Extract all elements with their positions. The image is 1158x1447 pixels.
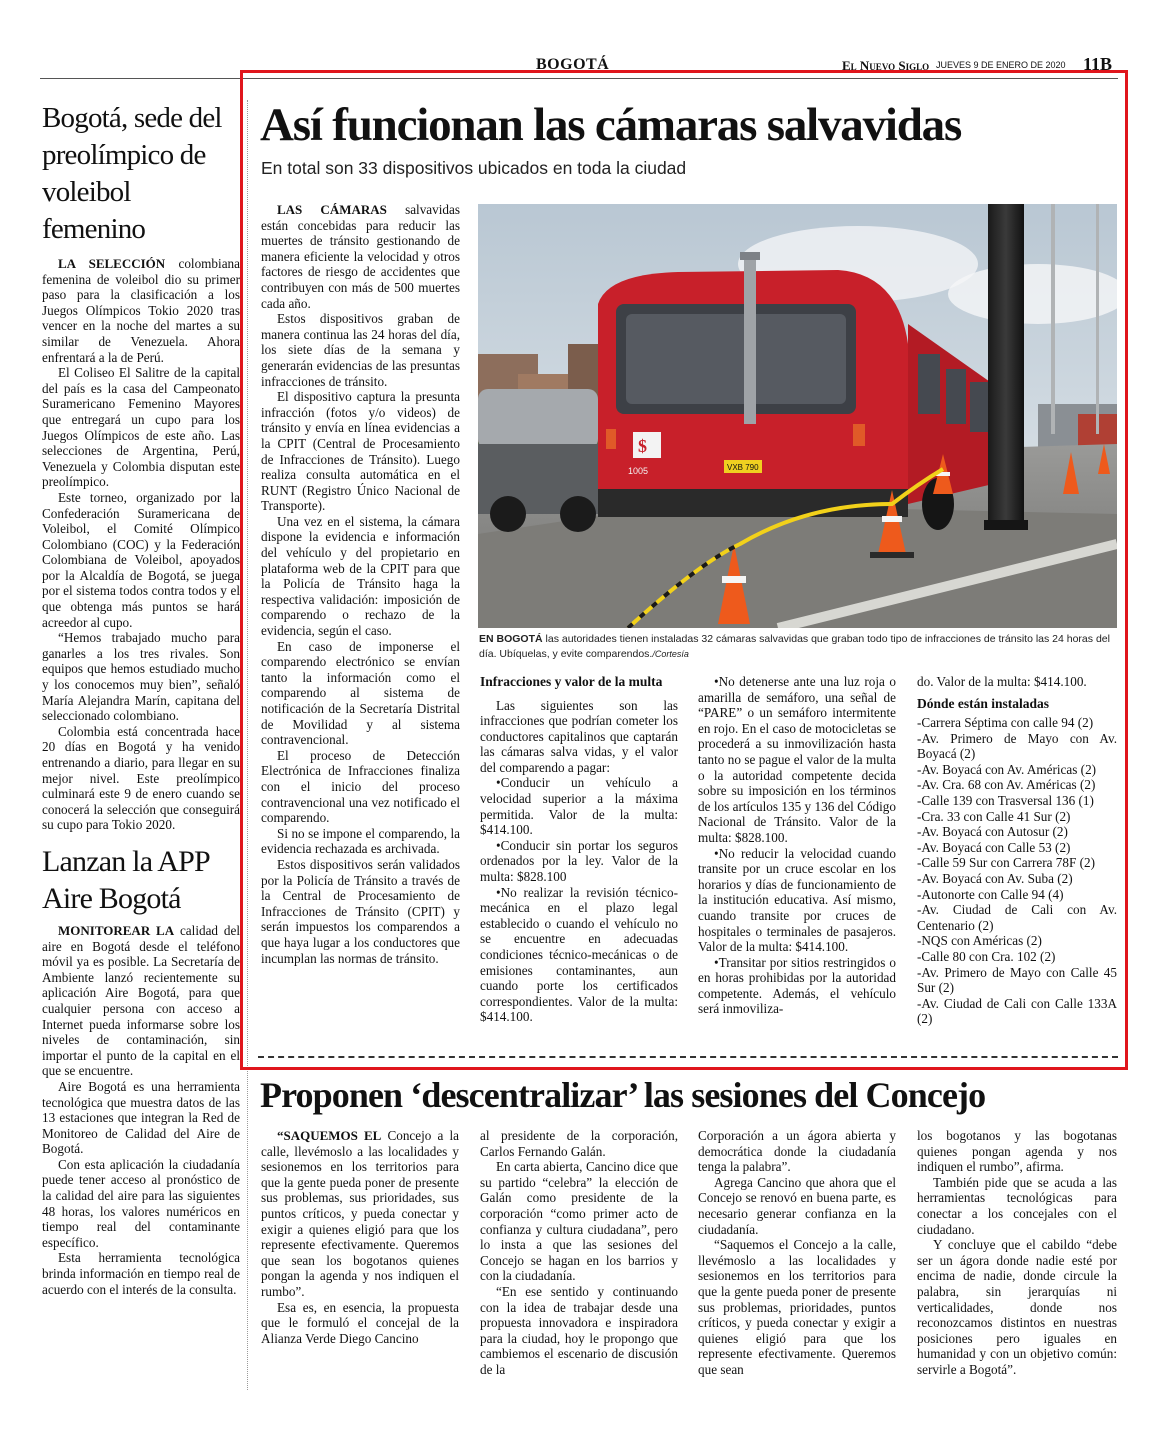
page-number: 11B — [1083, 54, 1113, 74]
location-item: -Calle 59 Sur con Carrera 78F (2) — [917, 855, 1095, 871]
infraction-item: •No detenerse ante una luz roja o amarilla de semáforo, una señal de “PARE” o un semáforo intermitente en rojo. En el caso de motocicletas se procederá a su inmovilización hasta tanto no se pague el valor de la multa o la autoridad competente decida sobre su imposición en los términos de los artículos 135 y 136 del Código Nacional de Tránsito. Valor de la multa: $828.100. — [698, 674, 896, 845]
cameras-column-3 — [698, 674, 896, 1017]
app-body — [42, 923, 240, 1297]
location-item: -NQS con Américas (2) — [917, 933, 1042, 949]
council-paragraph: Y concluye que el cabildo “debe ser un ágora donde nadie esté por encima de nadie, donde circule la palabra, sin jerarquías ni verticalidades, donde nos reconozcamos distintos en nuestras posiciones pero iguales en humanidad y con un objetivo común: servirle a Bogotá”. — [917, 1237, 1117, 1377]
location-item: -Av. Boyacá con Av. Américas (2) — [917, 761, 1097, 777]
volleyball-lead-in: LA SELECCIÓN — [58, 256, 166, 271]
app-paragraph: Con esta aplicación la ciudadanía puede tener acceso al pronóstico de la calidad del aire para las siguientes 48 horas, los valores numéricos en tiempo real del contaminante específico. — [42, 1156, 240, 1250]
council-paragraph: En carta abierta, Cancino dice que su partido “celebra” la elección de Galán como presidente de la corporación “como primer acto de confianza y cultura ciudadana”, pero lo insta a que las sesiones del Concejo se hagan en los barrios y con la ciudadanía. — [480, 1159, 678, 1284]
photo-credit: /Cortesía — [652, 649, 689, 659]
location-item: -Av. Primero de Mayo con Calle 45 Sur (2) — [917, 964, 1117, 996]
council-paragraph: Agrega Cancino que ahora que el Concejo se renovó en buena parte, es necesario generar confianza en la ciudadanía. — [698, 1174, 896, 1237]
cameras-paragraph: Estos dispositivos serán validados por la Policía de Tránsito a través de la Central de Procesamiento de Infracciones de Tránsito (CPIT) y serán impuestos los comparendos a que haya lugar a los conductores que incumplan las normas de tránsito. — [261, 856, 460, 966]
bus-number: 1005 — [628, 466, 649, 476]
location-item: -Av. Boyacá con Autosur (2) — [917, 824, 1068, 840]
infractions-subhead: Infracciones y valor de la multa — [480, 674, 663, 689]
svg-text:$: $ — [638, 436, 647, 456]
location-item: -Cra. 33 con Calle 41 Sur (2) — [917, 808, 1071, 824]
locations-subhead: Dónde están instaladas — [917, 695, 1050, 711]
main-headline: Así funcionan las cámaras salvavidas — [260, 99, 962, 151]
council-paragraph: Esa es, en esencia, la propuesta que le formuló el concejal de la Alianza Verde Diego Cancino — [261, 1299, 459, 1346]
location-item: -Autonorte con Calle 94 (4) — [917, 886, 1064, 902]
cameras-paragraph: Una vez en el sistema, la cámara dispone la evidencia e información del vehículo y del propietario en plataforma web de la CPIT para que la Policía de Tránsito haga la respectiva validación: imposición de comparendo o rechazo de la evidencia, según el caso. — [261, 513, 460, 639]
cameras-column-4 — [917, 674, 1117, 1027]
cameras-lead-in: LAS CÁMARAS — [277, 202, 387, 217]
location-item: -Av. Boyacá con Av. Suba (2) — [917, 871, 1073, 887]
location-item: -Av. Boyacá con Calle 53 (2) — [917, 839, 1071, 855]
bus-plate: VXB 790 — [727, 463, 759, 472]
infraction-continuation: do. Valor de la multa: $414.100. — [917, 674, 1087, 689]
app-paragraph: MONITOREAR LA calidad del aire en Bogotá desde el teléfono móvil ya es posible. La Secretaría de Ambiente lanzó recientemente su aplicación Aire Bogotá, para que cualquier persona con acceso a Internet pueda informarse sobre los niveles de contaminación, sin importar el punto de la capital en el que se encuentre. — [42, 922, 240, 1079]
cameras-paragraph: Estos dispositivos graban de manera continua las 24 horas del día, los siete días de la semana y generarán evidencias de las presuntas infracciones de tránsito. — [261, 311, 460, 389]
infractions-paragraph: Las siguientes son las infracciones que podrían cometer los conductores capitalinos que captarán las cámaras salva vidas, y el valor del comparendo a pagar: — [480, 697, 678, 775]
location-item: -Carrera Séptima con calle 94 (2) — [917, 715, 1094, 731]
newspaper-brand: El Nuevo Siglo — [842, 58, 930, 73]
cameras-paragraph: En caso de imponerse el comparendo electrónico se envían tanto la información como el comparendo al sistema de notificación de la Secretaría Distrital de Movilidad y al sistema contravencional. — [261, 638, 460, 748]
cameras-column-2 — [480, 674, 678, 1025]
cameras-paragraph: El proceso de Detección Electrónica de Infracciones finaliza con el inicio del proceso contravencional una vez notificado el comparendo. — [261, 747, 460, 826]
photo-caption — [479, 632, 1119, 662]
location-item: -Calle 80 con Cra. 102 (2) — [917, 949, 1056, 964]
infraction-item: •No realizar la revisión técnico-mecánica en el plazo legal establecido o cuando el vehículo no se encuentre en adecuadas condiciones técnico-mecánicas o de emisiones contaminantes, aun cuando porte los certificados correspondientes. Valor de la multa: $414.100. — [480, 884, 678, 1025]
volleyball-paragraph: “Hemos trabajado mucho para ganarles a los tres rivales. Son equipos que hemos estudiado mucho y los conocemos muy bien”, señaló María Alejandra Marín, capitana del seleccionado colombiano. — [42, 630, 240, 724]
section-title: BOGOTÁ — [536, 56, 610, 73]
volleyball-paragraph: Colombia está concentrada hace 20 días en Bogotá y ha venido entrenando a diario, para llegar en su mejor nivel. Este preolímpico culminará este 9 de enero cuando se conocerá la selección que conseguirá su cupo para Tokio 2020. — [42, 723, 240, 833]
cameras-paragraph: LAS CÁMARAS salvavidas están concebidas para reducir las muertes de tránsito gestionando de manera eficiente la velocidad y otros factores de riesgo de accidentes que contribuyen con más de 500 muertes cada año. — [261, 202, 460, 311]
app-paragraph: Aire Bogotá es una herramienta tecnológica que muestra datos de las 13 estaciones que integran la Red de Monitoreo de Calidad del Aire de Bogotá. — [42, 1078, 240, 1157]
location-item: -Av. Ciudad de Cali con Av. Centenario (2) — [917, 902, 1117, 933]
council-column-3 — [698, 1128, 896, 1378]
council-column-2 — [480, 1128, 678, 1378]
left-column — [42, 100, 240, 1297]
app-lead-in: MONITOREAR LA — [58, 922, 175, 938]
volleyball-paragraph: Este torneo, organizado por la Confederación Suramericana de Voleibol, el Comité Olímpico Colombiano (COC) y la Federación Colombiana de Voleibol, apoyados por la Alcaldía de Bogotá, se juega por el sistema todos contra todos y el que obtenga más puntos se hará acreedor al cupo. — [42, 489, 240, 630]
locations-list — [917, 715, 1117, 1027]
council-column-1 — [261, 1128, 459, 1346]
article-separator — [258, 1056, 1118, 1058]
location-item: -Av. Ciudad de Cali con Calle 133A (2) — [917, 995, 1117, 1027]
cameras-column-1 — [261, 202, 460, 966]
volleyball-body — [42, 256, 240, 833]
bus-photo — [478, 204, 1117, 628]
volleyball-headline: Bogotá, sede del preolímpico de voleibol femenino — [42, 102, 222, 245]
council-paragraph: También pide que se acuda a las herramientas tecnológicas para conectar a los concejales con el ciudadano. — [917, 1174, 1117, 1237]
volleyball-paragraph: El Coliseo El Salitre de la capital del país es la casa del Campeonato Suramericano Femenino Mayores que entregará un cupo para los Juegos Olímpicos de este año. Las selecciones de Argentina, Perú, Venezuela y Colombia disputan este preolímpico. — [42, 365, 240, 490]
location-item: -Av. Primero de Mayo con Av. Boyacá (2) — [917, 730, 1117, 762]
caption-text: las autoridades tienen instaladas 32 cámaras salvavidas que graban todo tipo de infracciones de tránsito las 24 horas del día. Ubíquelas, y evite comparendos. — [479, 633, 1110, 660]
infraction-item: •Conducir un vehículo a velocidad superior a la máxima permitida. Valor de la multa: $414.100. — [480, 775, 678, 838]
council-headline: Proponen ‘descentralizar’ las sesiones del Concejo — [260, 1075, 986, 1115]
app-headline: Lanzan la APP Aire Bogotá — [42, 844, 209, 915]
bus-illustration — [478, 204, 1117, 628]
council-paragraph: “Saquemos el Concejo a la calle, llevémoslo a las localidades y sesionemos en los territorios para que la gente pueda poner de presente sus problemas, prioridades, puntos críticos, y pueda conectar y exigir a quienes eligió para que los represente efectivamente. Queremos que sean — [698, 1237, 896, 1377]
council-lead-in: “SAQUEMOS EL — [277, 1128, 382, 1143]
infraction-item: •Transitar por sitios restringidos o en horas prohibidas por la autoridad competente. Además, el vehículo será inmoviliza- — [698, 954, 896, 1017]
council-paragraph: los bogotanos y las bogotanas quienes pongan agenda y nos indiquen el rumbo”, afirma. — [917, 1128, 1117, 1175]
cameras-paragraph: El dispositivo captura la presunta infracción (fotos y/o videos) de tránsito y envía en línea evidencias a la CPIT (Central de Procesamiento de Infracciones de Tránsito). Luego realiza consulta automática en el RUNT (Registro Único Nacional de Transporte). — [261, 389, 460, 514]
caption-lead: EN BOGOTÁ — [479, 633, 543, 645]
council-paragraph: “SAQUEMOS EL Concejo a la calle, llevémoslo a las localidades y sesionemos en los territorios para que la gente pueda poner de presente sus problemas, sus prioridades, sus puntos críticos, y pueda conectar y exigir a quienes eligió para que los represente efectivamente. Queremos que sean los bogotanos quienes pongan la agenda y nos indiquen el rumbo”. — [261, 1128, 460, 1299]
location-item: -Av. Cra. 68 con Av. Américas (2) — [917, 777, 1096, 793]
location-item: -Calle 139 con Trasversal 136 (1) — [917, 793, 1094, 809]
council-column-4 — [917, 1128, 1117, 1378]
main-subtitle: En total son 33 dispositivos ubicados en toda la ciudad — [261, 158, 687, 178]
infraction-item: •No reducir la velocidad cuando transite por un cruce escolar en los horarios y días de funcionamiento de la institución educativa. Así mismo, cuando transite por cruces de hospitales o terminales de pasajeros. Valor de la multa: $414.100. — [698, 845, 896, 955]
council-paragraph: Corporación a un ágora abierta y democrática donde la ciudadanía tenga la palabra”. — [698, 1128, 896, 1175]
council-paragraph: “En ese sentido y continuando con la idea de trabajar desde una propuesta innovadora e inspiradora para la ciudad, hoy le propongo que cambiemos el escenario de discusión de la — [480, 1283, 678, 1377]
council-paragraph: al presidente de la corporación, Carlos Fernando Galán. — [480, 1128, 678, 1159]
volleyball-paragraph: LA SELECCIÓN colombiana femenina de voleibol dio su primer paso para la clasificación a los Juegos Olímpicos Tokio 2020 tras vencer en la noche del martes a su similar de Venezuela. Ahora enfrentará a la de Perú. — [42, 256, 240, 365]
issue-date: JUEVES 9 DE ENERO DE 2020 — [936, 60, 1066, 70]
infraction-item: •Conducir sin portar los seguros ordenados por la ley. Valor de la multa: $828.100 — [480, 837, 678, 885]
app-paragraph: Esta herramienta tecnológica brinda información en tiempo real de acuerdo con el interés de la consulta. — [42, 1250, 240, 1297]
cameras-paragraph: Si no se impone el comparendo, la evidencia rechazada es archivada. — [261, 825, 460, 857]
